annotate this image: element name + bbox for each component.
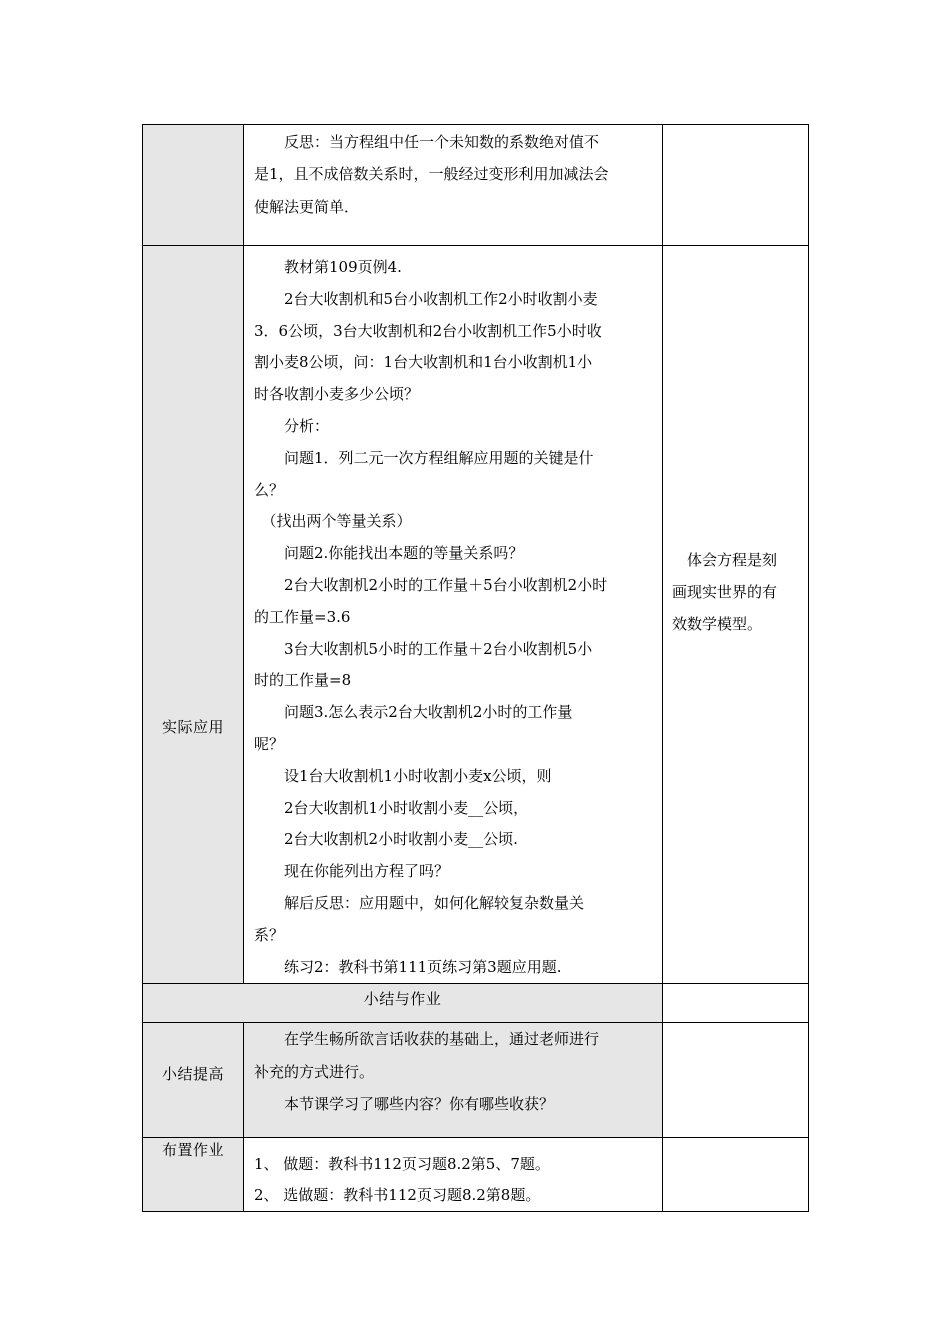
reflection-note-cell xyxy=(663,125,809,246)
section-header-note-cell xyxy=(663,984,809,1023)
summary-line-1: 在学生畅所欲言话收获的基础上，通过老师进行 xyxy=(254,1030,600,1049)
application-line-17: 设1台大收割机1小时收割小麦x公顷，则 xyxy=(254,766,552,785)
application-label-cell xyxy=(143,246,244,984)
summary-label-cell xyxy=(143,1023,244,1138)
homework-row xyxy=(143,1138,809,1212)
reflection-line-3: 使解法更简单． xyxy=(254,197,360,216)
application-line-10: 问题2.你能找出本题的等量关系吗？ xyxy=(254,544,524,563)
homework-content-cell xyxy=(244,1138,663,1212)
summary-line-2: 补充的方式进行。 xyxy=(254,1062,375,1081)
application-line-22: 系？ xyxy=(254,925,285,944)
homework-line-1: 1、 做题：教科书112页习题8.2第5、7题。 xyxy=(254,1155,550,1174)
reflection-row xyxy=(143,125,809,246)
application-note-cell xyxy=(663,246,809,984)
application-line-5: 时各收割小麦多少公顷？ xyxy=(254,385,420,404)
application-line-11: 2台大收割机2小时的工作量＋5台小收割机2小时 xyxy=(254,575,608,594)
application-label: 实际应用 xyxy=(161,718,224,736)
homework-label-cell xyxy=(143,1138,244,1212)
lesson-plan-table xyxy=(142,124,809,1212)
application-line-2: 2台大收割机和5台小收割机工作2小时收割小麦 xyxy=(254,289,598,308)
application-line-7: 问题1．列二元一次方程组解应用题的关键是什 xyxy=(254,448,594,467)
application-content-cell xyxy=(244,246,663,984)
summary-label: 小结提高 xyxy=(161,1065,224,1084)
homework-line-2: 2、 选做题：教科书112页习题8.2第8题。 xyxy=(254,1186,541,1205)
application-line-23: 练习2：教科书第111页练习第3题应用题. xyxy=(254,957,562,976)
reflection-line-1: 反思：当方程组中任一个未知数的系数绝对值不 xyxy=(254,133,600,151)
summary-row xyxy=(143,1023,809,1138)
summary-note-cell xyxy=(663,1023,809,1138)
application-line-1: 教材第109页例4. xyxy=(254,258,402,276)
application-line-16: 呢？ xyxy=(254,734,285,753)
homework-label: 布置作业 xyxy=(161,1141,224,1160)
application-line-15: 问题3.怎么表示2台大收割机2小时的工作量 xyxy=(254,703,573,722)
application-line-6: 分析： xyxy=(254,416,330,435)
application-line-9: （找出两个等量关系） xyxy=(254,512,412,531)
application-line-3: 3．6公顷，3台大收割机和2台小收割机工作5小时收 xyxy=(254,321,602,340)
homework-note-cell xyxy=(663,1138,809,1212)
application-note-line-1: 体会方程是刻 xyxy=(672,551,778,569)
application-line-19: 2台大收割机2小时收割小麦__公顷. xyxy=(254,830,518,849)
application-line-4: 割小麦8公顷，问：1台大收割机和1台小收割机1小 xyxy=(254,353,593,372)
summary-line-3: 本节课学习了哪些内容？你有哪些收获？ xyxy=(254,1094,555,1113)
application-line-12: 的工作量=3.6 xyxy=(254,607,351,626)
application-line-8: 么？ xyxy=(254,480,285,499)
application-row xyxy=(143,246,809,984)
section-header-cell xyxy=(143,984,663,1023)
reflection-label-cell xyxy=(143,125,244,246)
reflection-content-cell xyxy=(244,125,663,246)
summary-content-cell xyxy=(244,1023,663,1138)
application-line-18: 2台大收割机1小时收割小麦__公顷， xyxy=(254,798,529,817)
application-line-13: 3台大收割机5小时的工作量＋2台小收割机5小 xyxy=(254,639,593,658)
application-note-line-3: 效数学模型。 xyxy=(672,615,763,633)
application-line-21: 解后反思：应用题中，如何化解较复杂数量关 xyxy=(254,893,585,912)
application-line-20: 现在你能列出方程了吗？ xyxy=(254,862,450,881)
section-header-row xyxy=(143,984,809,1023)
reflection-line-2: 是1，且不成倍数关系时，一般经过变形利用加减法会 xyxy=(254,165,609,184)
application-note-line-2: 画现实世界的有 xyxy=(672,583,778,601)
application-line-14: 时的工作量=8 xyxy=(254,671,352,690)
section-header-title: 小结与作业 xyxy=(363,990,442,1009)
